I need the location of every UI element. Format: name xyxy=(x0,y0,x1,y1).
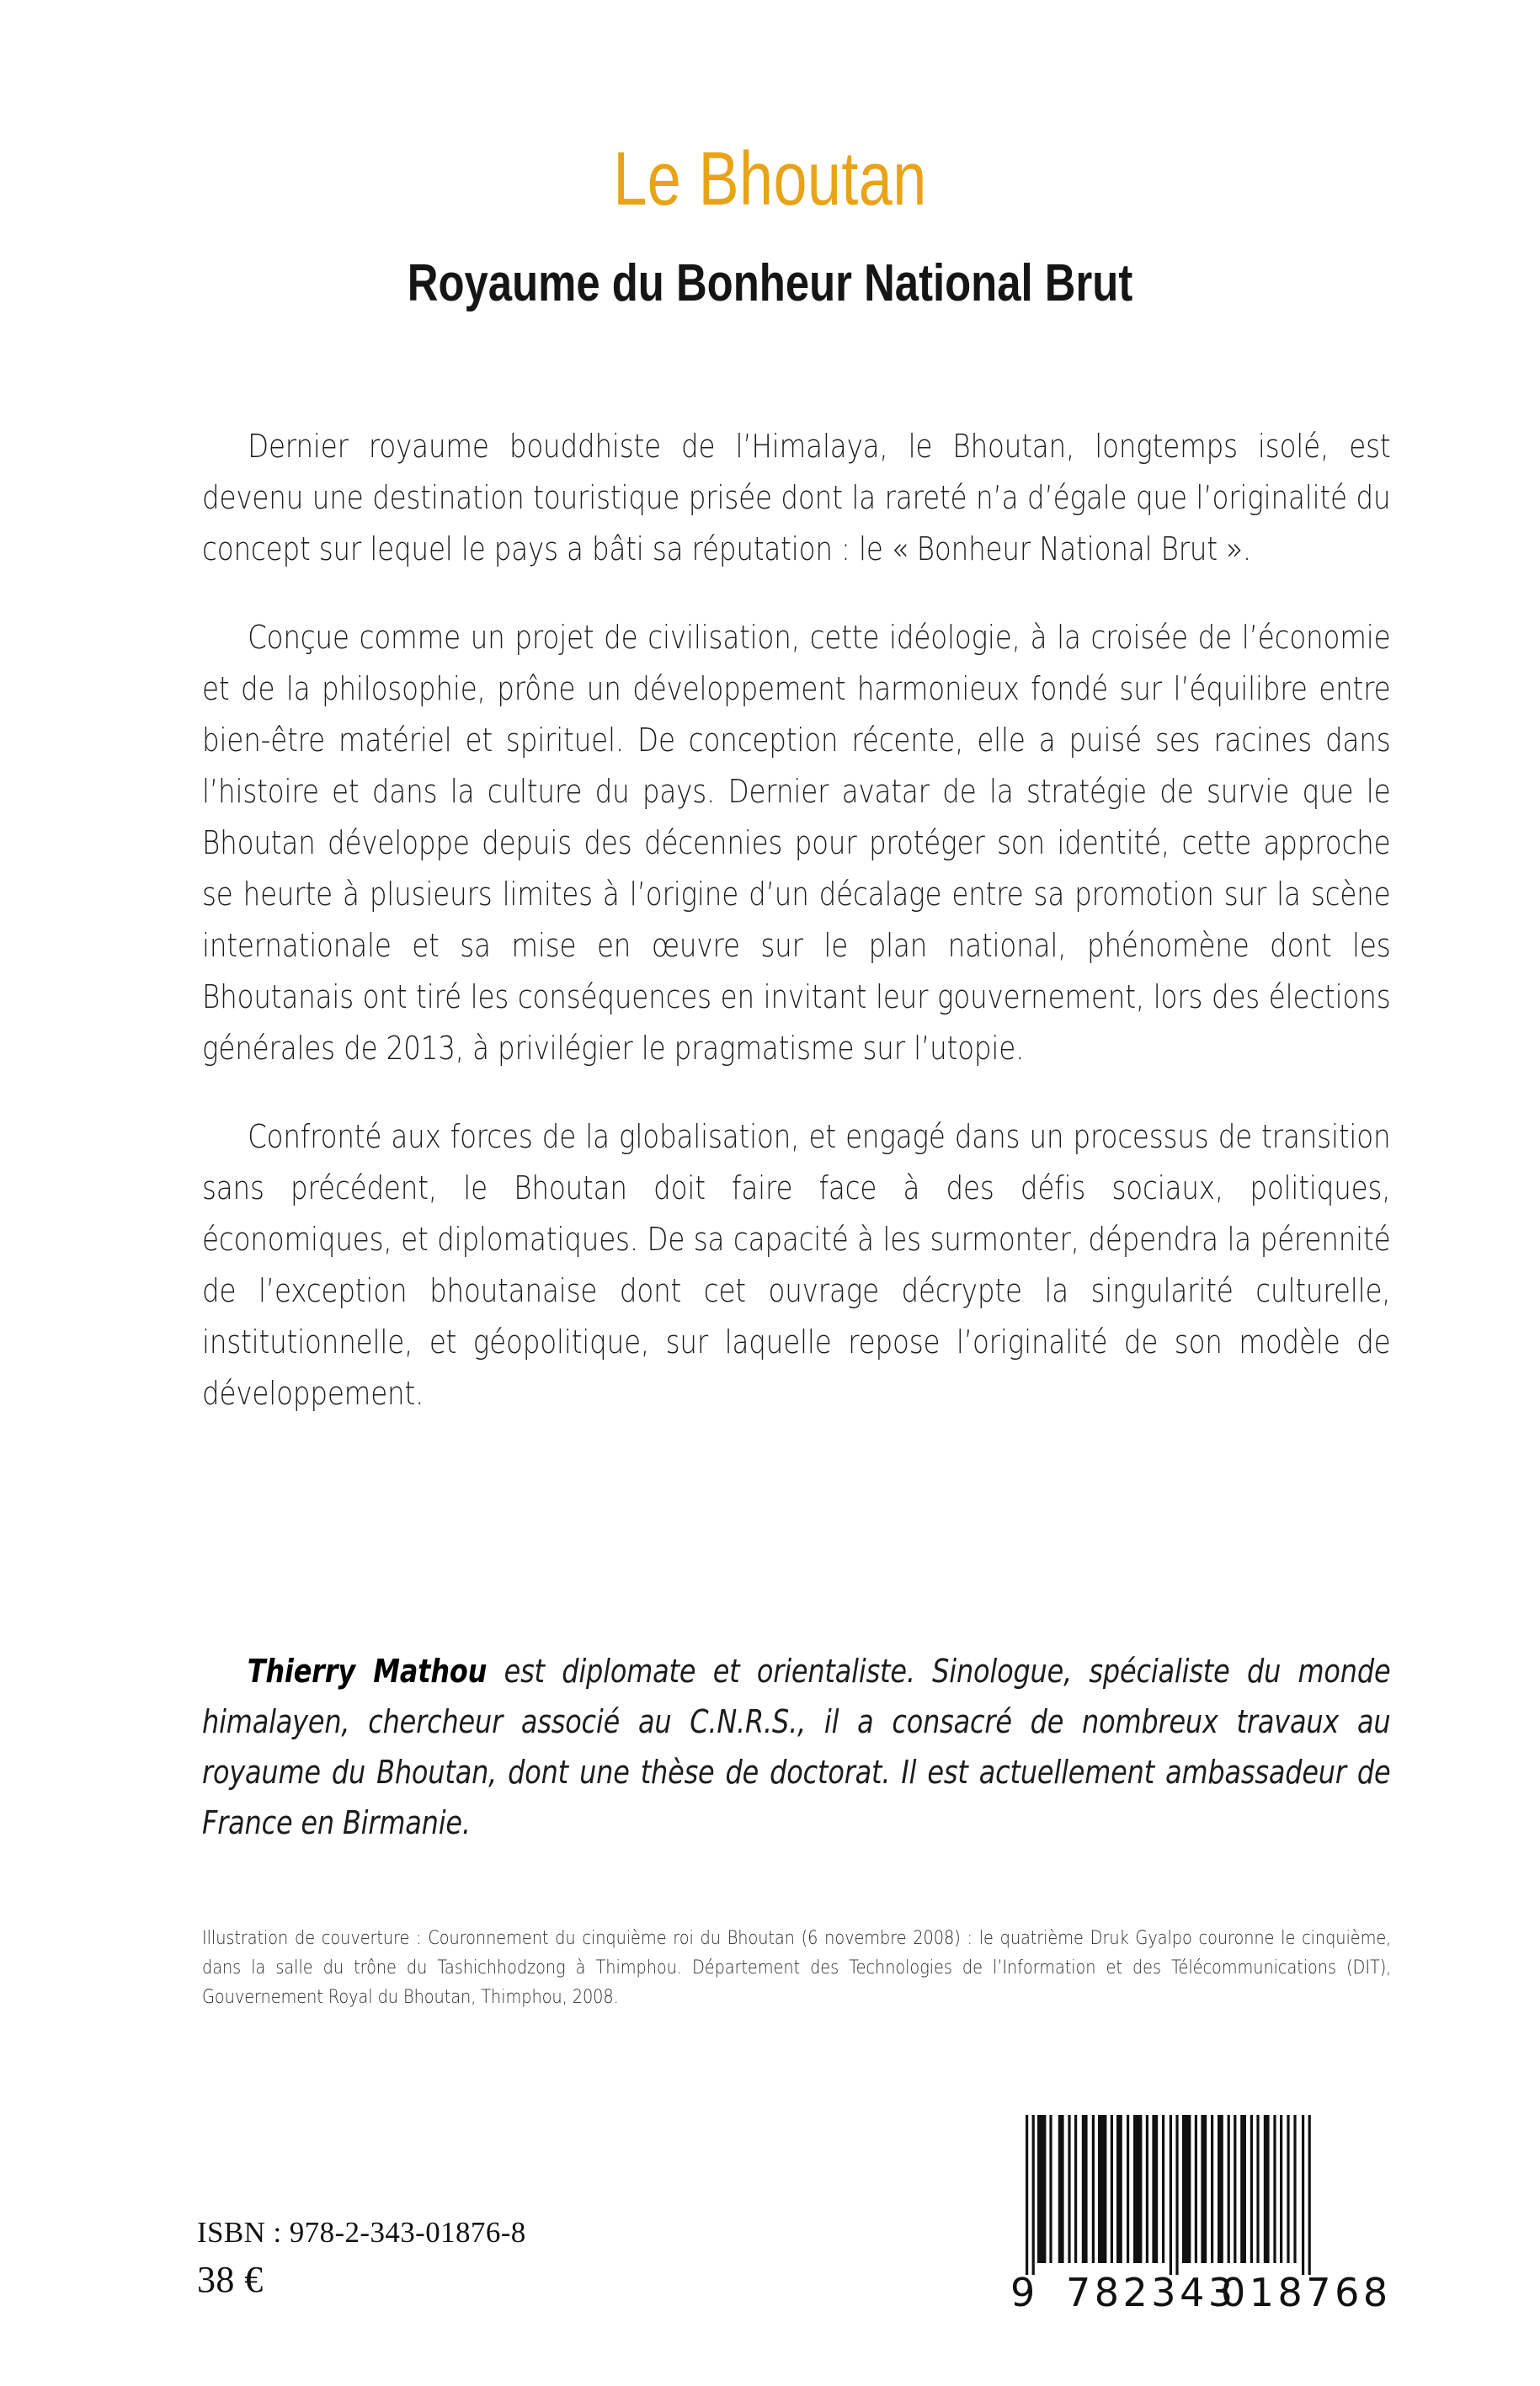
price-label: 38 € xyxy=(197,2259,264,2300)
blurb-paragraph-1: Dernier royaume bouddhiste de l’Himalaya, le Bhoutan, longtemps isolé, est devenu une destination touristique prisée dont la rareté n’a d’égale que l’originalité du concept sur lequel le pays a bâti sa réputation : le « Bonheur National Brut ». xyxy=(202,428,1391,568)
illustration-credit xyxy=(202,1924,1391,2012)
title-block xyxy=(0,137,1540,312)
illustration-credit-text: Illustration de couverture : Couronnement du cinquième roi du Bhoutan (6 novembre 2008) : le quatrième Druk Gyalpo couronne le cinquième, dans la salle du trône du Tashichhodzong à Thimphou. Département des Technologies de l’Information et des Télécommunications (DIT), Gouvernement Royal du Bhoutan, Thimphou, 2008. xyxy=(202,1927,1392,2008)
page-title: Le Bhoutan xyxy=(613,137,927,221)
isbn-label: ISBN : 978-2-343-01876-8 xyxy=(197,2216,526,2249)
author-bio-text: est diplomate et orientaliste. Sinologue, spécialiste du monde himalayen, chercheur associé au C.N.R.S., il a consacré de nombreux travaux au royaume du Bhoutan, dont une thèse de doctorat. Il est actuellement ambassadeur de France en Birmanie. xyxy=(202,1653,1391,1841)
author-name: Thierry Mathou xyxy=(247,1653,488,1690)
author-bio-paragraph xyxy=(202,1646,1390,1848)
barcode-digits xyxy=(1009,2270,1392,2315)
blurb-paragraph-2: Conçue comme un projet de civilisation, cette idéologie, à la croisée de l’économie et de la philosophie, prône un développement harmonieux fondé sur l’équilibre entre bien-être matériel et spirituel. De conception récente, elle a puisé ses racines dans l’histoire et dans la culture du pays. Dernier avatar de la stratégie de survie que le Bhoutan développe depuis des décennies pour protéger son identité, cette approche se heurte à plusieurs limites à l’origine d’un décalage entre sa promotion sur la scène internationale et sa mise en œuvre sur le plan national, phénomène dont les Bhoutanais ont tiré les conséquences en invitant leur gouvernement, lors des élections générales de 2013, à privilégier le pragmatisme sur l’utopie. xyxy=(202,619,1391,1068)
publication-info xyxy=(197,2213,526,2303)
barcode-left-digits: 782343 xyxy=(1066,2270,1237,2315)
blurb-paragraph-3: Confronté aux forces de la globalisation, et engagé dans un processus de transition sans précédent, le Bhoutan doit faire face à des défis sociaux, politiques, économiques, et diplomatiques. De sa capacité à les surmonter, dépendra la pérennité de l’exception bhoutanaise dont cet ouvrage décrypte la singularité culturelle, institutionnelle, et géopolitique, sur laquelle repose l’originalité de son modèle de développement. xyxy=(202,1118,1391,1413)
barcode-bars-icon xyxy=(1009,2115,1362,2275)
barcode-lead-digit: 9 xyxy=(1010,2270,1036,2315)
page-subtitle: Royaume du Bonheur National Brut xyxy=(407,254,1133,312)
barcode-right-digits: 018768 xyxy=(1221,2270,1392,2315)
author-bio xyxy=(202,1646,1391,1848)
barcode xyxy=(1009,2115,1392,2315)
blurb-text xyxy=(202,421,1391,1419)
